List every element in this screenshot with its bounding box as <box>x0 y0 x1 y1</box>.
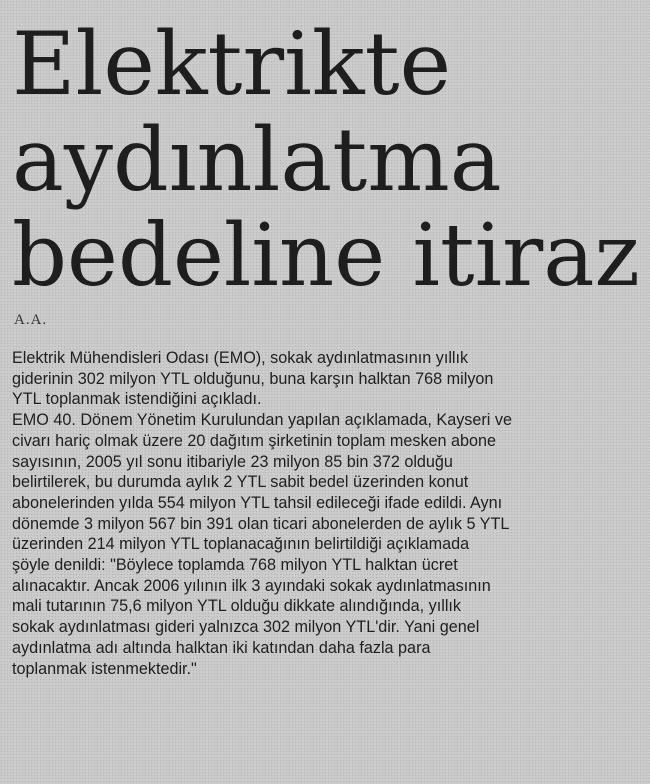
body-line: üzerinden 214 milyon YTL toplanacağının belirtildiği açıklamada <box>12 535 470 554</box>
body-line: YTL toplanmak istendiğini açıkladı. <box>12 390 262 409</box>
body-line: toplanmak istenmektedir." <box>12 659 197 678</box>
body-line: dönemde 3 milyon 567 bin 391 olan ticari abonelerden de aylık 5 YTL <box>12 514 510 533</box>
body-line: sayısının, 2005 yıl sonu itibariyle 23 milyon 85 bin 372 olduğu <box>12 452 453 471</box>
body-line: şöyle denildi: "Böylece toplamda 768 milyon YTL halktan ücret <box>12 556 458 575</box>
body-line: mali tutarının 75,6 milyon YTL olduğu dikkate alındığında, yıllık <box>12 597 462 616</box>
body-line: alınacaktır. Ancak 2006 yılının ilk 3 ayındaki sokak aydınlatmasının <box>12 576 491 595</box>
body-line: EMO 40. Dönem Yönetim Kurulundan yapılan açıklamada, Kayseri ve <box>12 411 512 430</box>
body-line: giderinin 302 milyon YTL olduğunu, buna karşın halktan 768 milyon <box>12 369 494 388</box>
headline-line: Elektrikte <box>12 13 452 115</box>
headline-line: aydınlatma <box>12 109 502 211</box>
body-line: sokak aydınlatması gideri yalnızca 302 milyon YTL'dir. Yani genel <box>12 618 480 637</box>
headline-line: bedeline itiraz <box>12 206 640 306</box>
body-line: belirtilerek, bu durumda aylık 2 YTL sabit bedel üzerinden konut <box>12 473 469 492</box>
body-line: abonelerinden yılda 554 milyon YTL tahsil edileceği ifade edildi. Aynı <box>12 493 503 512</box>
body-line: civarı hariç olmak üzere 20 dağıtım şirketinin toplam mesken abone <box>12 431 497 450</box>
byline: A.A. <box>14 312 48 328</box>
article-body <box>12 348 642 679</box>
body-line: aydınlatma adı altında halktan iki katından daha fazla para <box>12 638 431 657</box>
body-line: Elektrik Mühendisleri Odası (EMO), sokak aydınlatmasının yıllık <box>12 349 469 367</box>
headline <box>12 13 642 306</box>
